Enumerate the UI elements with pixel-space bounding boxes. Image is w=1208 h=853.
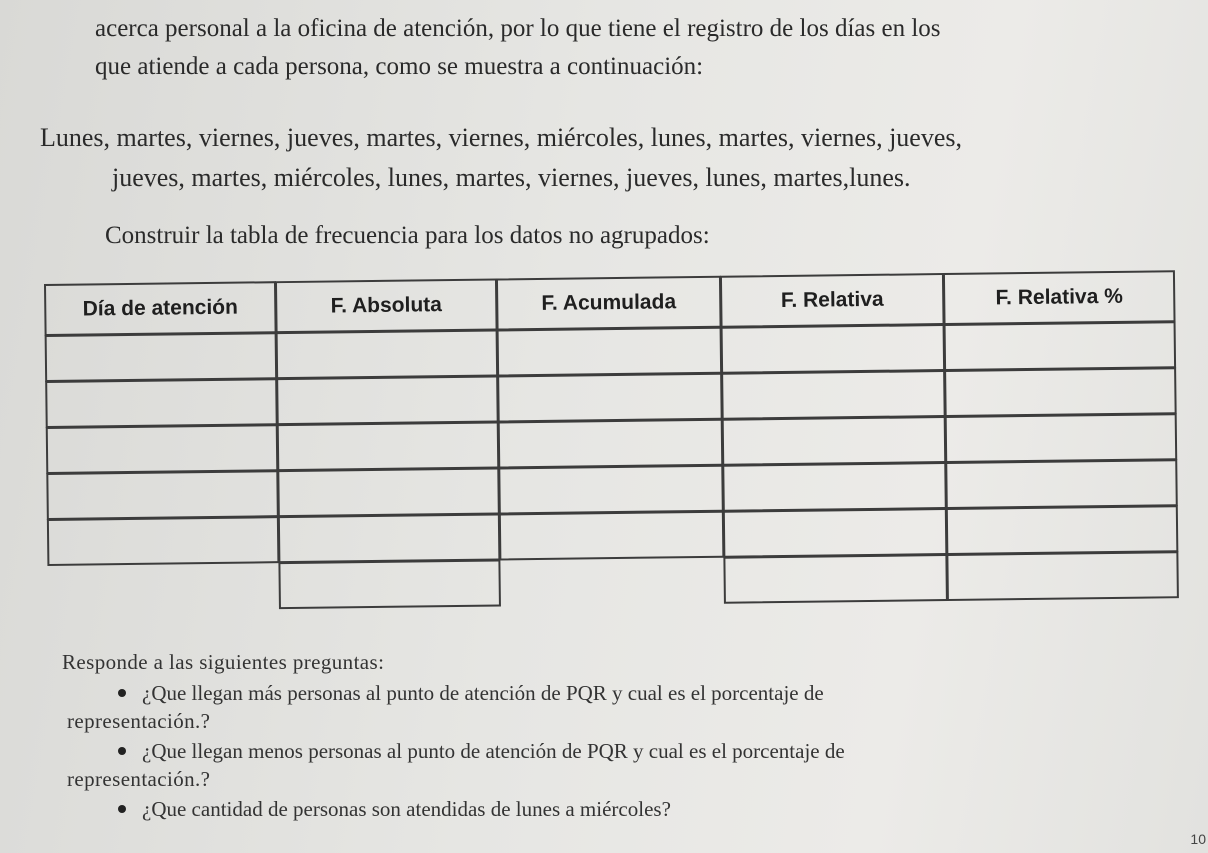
bullet-icon <box>118 689 126 697</box>
table-cell[interactable] <box>946 505 1179 555</box>
table-cell[interactable] <box>276 329 499 379</box>
table-cell[interactable] <box>46 470 279 520</box>
intro-paragraph <box>95 10 1095 86</box>
table-cell[interactable] <box>721 370 946 420</box>
table-cell[interactable] <box>722 416 947 466</box>
table-cell[interactable] <box>276 375 499 425</box>
header-f-absoluta: F. Absoluta <box>275 278 498 333</box>
table-cell[interactable] <box>46 424 279 474</box>
table-cell-blank <box>47 562 280 612</box>
days-line-2: jueves, martes, miércoles, lunes, martes, viernes, jueves, lunes, martes,lunes. <box>112 163 911 192</box>
table-cell[interactable] <box>498 465 724 515</box>
question-text: ¿Que llegan más personas al punto de atención de PQR y cual es el porcentaje de <box>142 681 824 705</box>
question-item <box>62 679 1112 735</box>
questions-section <box>62 650 1112 825</box>
table-cell[interactable] <box>722 462 947 512</box>
frequency-table <box>45 271 1184 612</box>
question-text: ¿Que llegan menos personas al punto de atención de PQR y cual es el porcentaje de <box>142 739 845 763</box>
question-item <box>62 737 1112 793</box>
page-number: 10 <box>1190 831 1206 847</box>
table-cell[interactable] <box>497 327 723 377</box>
table-cell[interactable] <box>721 324 946 374</box>
table-cell[interactable] <box>277 467 500 517</box>
header-f-relativa: F. Relativa <box>720 273 945 328</box>
table-cell[interactable] <box>944 367 1177 417</box>
table-cell[interactable] <box>278 513 501 563</box>
table-instruction: Construir la tabla de frecuencia para los datos no agrupados: <box>105 222 710 249</box>
intro-line-2: que atiende a cada persona, como se muestra a continuación: <box>95 53 704 80</box>
table-cell[interactable] <box>723 508 948 558</box>
question-text: ¿Que cantidad de personas son atendidas de lunes a miércoles? <box>142 797 671 821</box>
questions-title: Responde a las siguientes preguntas: <box>62 650 385 674</box>
days-line-1: Lunes, martes, viernes, jueves, martes, viernes, miércoles, lunes, martes, viernes, jueves, <box>40 123 962 152</box>
table-cell-blank <box>499 557 725 607</box>
total-relativa-pct-cell[interactable] <box>946 551 1179 601</box>
question-text-continuation: representación.? <box>67 767 211 791</box>
table-cell[interactable] <box>277 421 500 471</box>
total-absoluta-cell[interactable] <box>278 559 501 609</box>
header-dia-de-atencion: Día de atención <box>44 281 277 336</box>
question-text-continuation: representación.? <box>67 709 211 733</box>
question-item <box>62 795 1112 823</box>
table-cell[interactable] <box>45 332 278 382</box>
bullet-icon <box>118 805 126 813</box>
table-cell[interactable] <box>498 419 724 469</box>
table-cell[interactable] <box>497 373 723 423</box>
table-cell[interactable] <box>945 459 1178 509</box>
total-relativa-cell[interactable] <box>723 554 948 604</box>
table-cell[interactable] <box>47 516 280 566</box>
bullet-icon <box>118 747 126 755</box>
table-cell[interactable] <box>945 413 1178 463</box>
table-cell[interactable] <box>499 511 725 561</box>
questions-list <box>62 679 1112 823</box>
header-f-relativa-pct: F. Relativa % <box>943 270 1176 325</box>
days-data-list <box>40 118 1140 198</box>
table-cell[interactable] <box>45 378 278 428</box>
table-cell[interactable] <box>944 321 1177 371</box>
intro-line-1: acerca personal a la oficina de atención, por lo que tiene el registro de los días en los <box>95 15 941 42</box>
header-f-acumulada: F. Acumulada <box>496 276 722 331</box>
